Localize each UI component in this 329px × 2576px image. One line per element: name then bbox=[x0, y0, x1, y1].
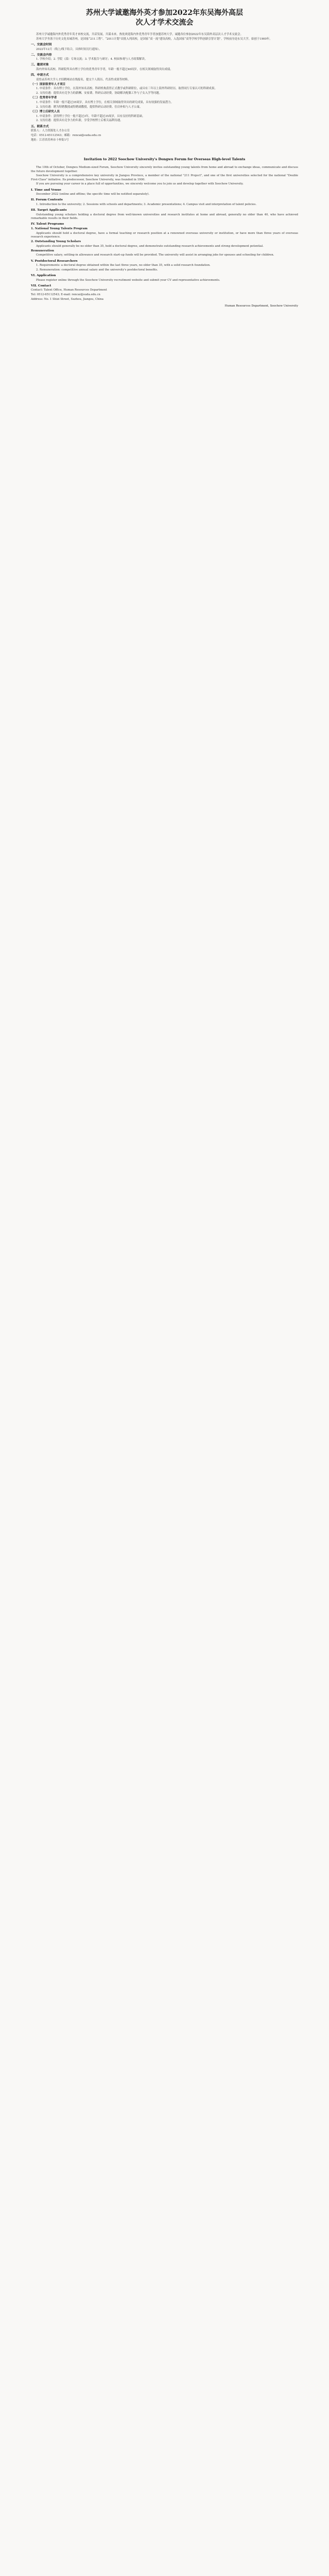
en-intro bbox=[31, 166, 298, 186]
contact-line: 地址：江苏省苏州市十梓街1号 bbox=[31, 138, 69, 142]
english-heading: Invitation to 2022 Soochow University's Dongwu Forum for Overseas High-level Talents bbox=[83, 157, 246, 162]
en-section-paragraph: Applicants should hold a doctoral degree, have a formal teaching or research position at a renowned overseas university or institution, or have more than three years of overseas research experience. bbox=[31, 231, 298, 239]
cn-intro-paragraph: 苏州大学坐落于历史文化名城苏州，是国家“211工程”、“2011计划”首批入列高校，是国家“双一流”建设高校，入选国家“高等学校学科创新引智计划”。学校前身是东吴大学，始创于1900年。 bbox=[36, 37, 272, 41]
en-section-paragraph: Applicants should generally be no older than 35, hold a doctoral degree, and demonstrate outstanding research achievements and strong development potential. bbox=[36, 244, 264, 248]
detail-paragraph: 2. 支持待遇：提供具有竞争力的年薪，享受学校博士后相关福利待遇。 bbox=[36, 119, 123, 123]
section-heading: 四、申请方式 bbox=[31, 74, 49, 77]
en-section-heading: III. Target Applicants bbox=[31, 209, 67, 212]
signature: Human Resources Department, Soochow University bbox=[224, 304, 298, 308]
section-heading: 二、交流会内容 bbox=[31, 53, 52, 57]
section-heading: 一、交流会时间 bbox=[31, 43, 52, 46]
en-contact-line: Contact: Talent Office, Human Resources Department bbox=[31, 289, 107, 292]
en-section-paragraph: 1. Introduction to the university; 2. Sessions with schools and departments; 3. Academic presentations; 4. Campus visit and interpretation of talent policies. bbox=[36, 202, 257, 206]
section-paragraph: 1. 学校介绍；2. 学院（部）专场交流；3. 学术报告与研讨；4. 校园参观与人才政策解读。 bbox=[36, 58, 148, 61]
en-subheading: 1. National Young Talents Program bbox=[31, 227, 88, 230]
en-section-paragraph: 2. Remuneration: competitive annual salary and the university's postdoctoral benefits. bbox=[36, 268, 158, 272]
title-line: 次人才学术交流会 bbox=[135, 19, 194, 27]
en-section-paragraph: Competitive salary, settling-in allowance and research start-up funds will be provided. The university will assist in arranging jobs for spouses and schooling for children. bbox=[36, 253, 274, 257]
en-section-heading: I. Time and Venue bbox=[31, 188, 61, 192]
section-paragraph: 2022年12月（线上/线下结合，具体时间另行通知）。 bbox=[36, 47, 102, 51]
section-heading: 三、邀请对象 bbox=[31, 63, 49, 67]
en-section-heading: VII. Contact bbox=[31, 284, 51, 287]
detail-paragraph: 2. 支持待遇：提供具有竞争力的薪酬、安家费、科研启动经费，协助解决配偶工作与子女入学等问题。 bbox=[36, 92, 162, 95]
detail-heading: （一）国家级青年人才项目 bbox=[31, 82, 66, 86]
cn-details bbox=[31, 83, 298, 142]
title-line: 苏州大学诚邀海外英才参加2022年东吴海外高层 bbox=[86, 9, 243, 17]
en-section-heading: V. Postdoctoral Researchers bbox=[31, 259, 78, 263]
page-title bbox=[51, 8, 278, 28]
en-section-heading: II. Forum Contents bbox=[31, 198, 63, 202]
en-section-heading: VI. Application bbox=[31, 274, 56, 278]
en-intro-paragraph: The 10th of October, Dongwu Medium-sized Forum, Soochow University sincerely invites outstanding young talents from home and abroad to exchange ideas, communicate and discuss the future development together. bbox=[31, 166, 298, 173]
detail-heading: （二）优秀青年学者 bbox=[31, 96, 57, 100]
en-subheading: 2. Outstanding Young Scholars bbox=[31, 240, 81, 243]
cn-intro-paragraph: 苏州大学诚邀海内外优秀青年英才来校交流，共话发展，共谋未来。热忱欢迎海内外优秀青年学者加盟苏州大学，诚邀各位参加2022年东吴海外高层次人才学术交流会。 bbox=[36, 33, 243, 36]
detail-heading: （三）博士后研究人员 bbox=[31, 110, 60, 113]
section-paragraph: 请登录苏州大学人才招聘网站在线报名，提交个人简历、代表性成果等材料。 bbox=[36, 78, 131, 81]
en-section-heading: Remuneration bbox=[31, 249, 54, 252]
cn-sections bbox=[31, 43, 298, 82]
en-sections bbox=[31, 188, 298, 301]
en-section-paragraph: Please register online through the Soochow University recruitment website and submit your CV and representative achievements. bbox=[36, 278, 220, 282]
en-section-paragraph: 1. Requirements: a doctoral degree obtained within the last three years, no older than 35, with a solid research foundation. bbox=[36, 264, 211, 267]
cn-intro bbox=[31, 33, 298, 41]
detail-heading: 五、联系方式 bbox=[31, 125, 49, 128]
contact-line: 联系人：人力资源处人才办公室 bbox=[31, 129, 70, 133]
detail-paragraph: 2. 支持待遇：聘为特聘教授或特聘副教授，提供科研启动经费、住房补贴与人才公寓。 bbox=[36, 105, 143, 109]
en-section-paragraph: Outstanding young scholars holding a doctoral degree from well-known universities and research institutes at home and abroad, generally no older than 40, who have achieved remarkable results in their fields. bbox=[31, 213, 298, 220]
detail-paragraph: 1. 申请条件：年龄一般不超过35周岁，具有博士学位，在相关领域取得突出的研究成果，具有较强的发展潜力。 bbox=[36, 101, 174, 104]
en-intro-paragraph: Soochow University is a comprehensive key university in Jiangsu Province, a member of the national "211 Project", and one of the first universities selected for the national "Double First-Class" initiative. Its predecessor, Soochow University, was founded in 1900. bbox=[31, 174, 298, 181]
detail-paragraph: 1. 申请条件：获得博士学位一般不超过3年，年龄不超过35周岁，具有良好的科研基础。 bbox=[36, 114, 145, 118]
en-contact-line: Tel: 0512-65112543; E-mail: rencai@suda.edu.cn bbox=[31, 293, 100, 297]
en-intro-paragraph: If you are pursuing your career in a place full of opportunities, we sincerely welcome you to join us and develop together with Soochow University. bbox=[36, 182, 244, 186]
en-contact-line: Address: No. 1 Shizi Street, Suzhou, Jiangsu, China bbox=[31, 297, 103, 301]
section-paragraph: 海内外知名高校、科研院所具有博士学位的优秀青年学者，年龄一般不超过40周岁，在相关领域取得突出成绩。 bbox=[36, 67, 173, 71]
en-section-paragraph: December 2022 (online and offline; the specific time will be notified separately). bbox=[36, 193, 150, 196]
en-section-heading: IV. Talent Programs bbox=[31, 223, 64, 226]
detail-paragraph: 1. 申请条件：具有博士学位，在海外知名高校、科研机构获得正式教学或科研职位，或具有三年以上海外科研经历，取得同行专家认可的科研成果。 bbox=[36, 87, 217, 91]
contact-line: 电话：0512-65112543；邮箱：rencai@suda.edu.cn bbox=[31, 133, 101, 137]
